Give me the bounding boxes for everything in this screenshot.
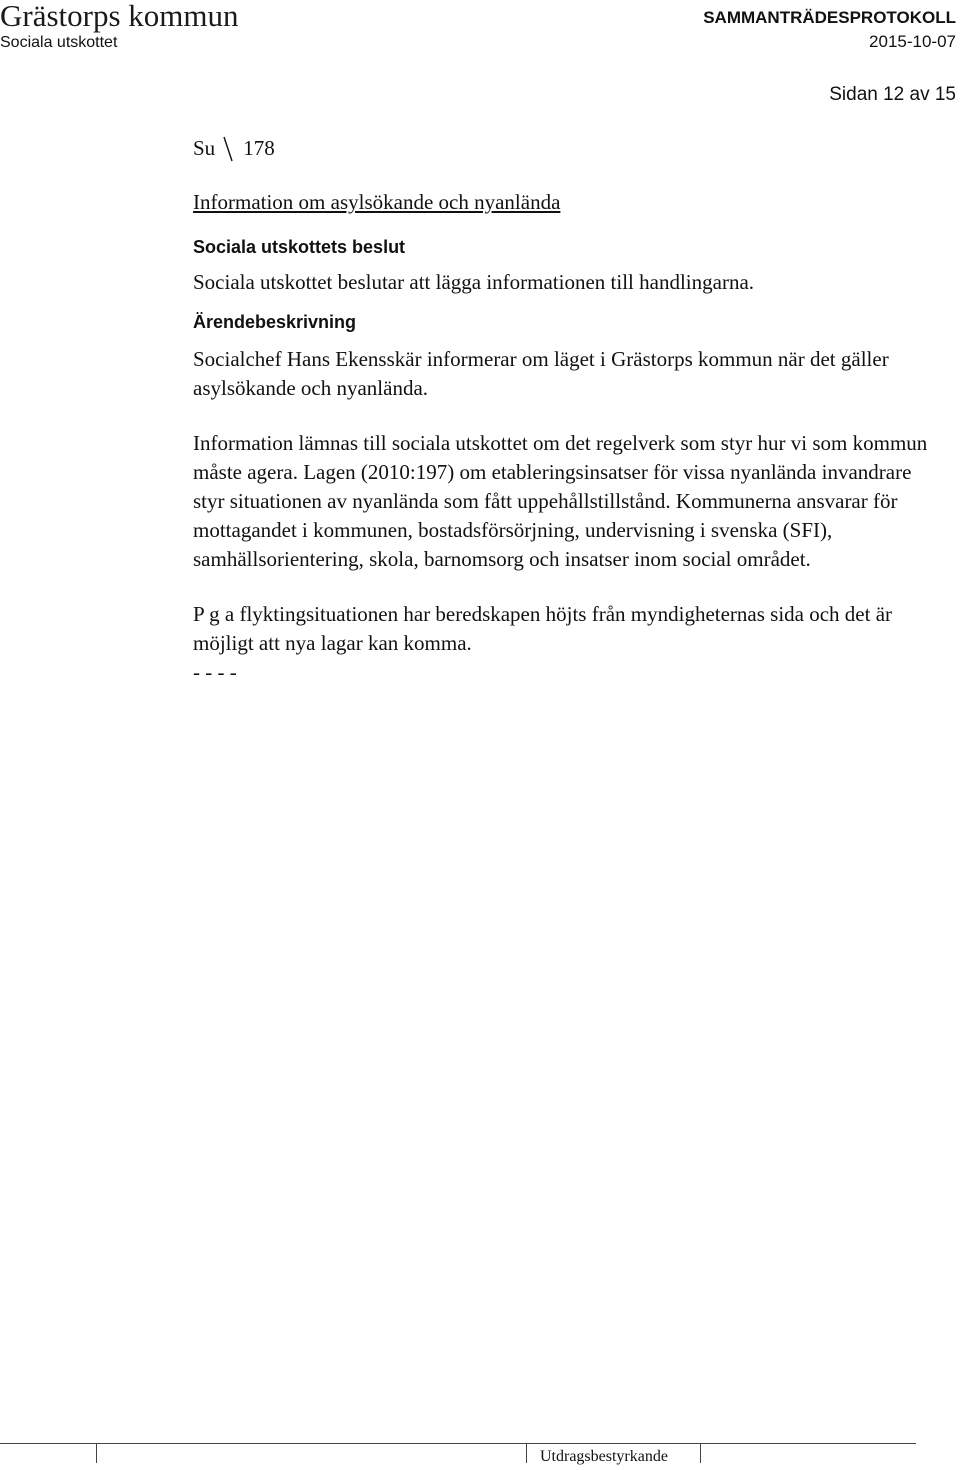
organization-name: Grästorps kommun	[0, 0, 239, 33]
description-paragraph: Information lämnas till sociala utskottet om det regelverk som styr hur vi som kommun måste agera. Lagen (2010:197) om etableringsinsatser för vissa nyanlända invandrare styr situationen av nyanlända som fått uppehållstillstånd. Kommunerna ansvarar för mottagandet i kommunen, bostadsförsörjning, undervisning i svenska (SFI), samhällsorientering, skola, barnomsorg och insatser inom social området.	[193, 431, 928, 571]
document-type: SAMMANTRÄDESPROTOKOLL	[703, 8, 956, 27]
committee-name: Sociala utskottet	[0, 34, 118, 51]
section-title: Information om asylsökande och nyanlända	[193, 190, 561, 214]
signature-box	[700, 1443, 917, 1463]
description-heading: Ärendebeskrivning	[193, 312, 357, 332]
paragraph-number: 178	[243, 135, 275, 160]
decision-heading: Sociala utskottets beslut	[193, 237, 406, 257]
signature-box	[0, 1443, 97, 1463]
protocol-section	[193, 130, 933, 687]
paragraph-id	[193, 130, 933, 166]
footer-label: Utdragsbestyrkande	[540, 1448, 668, 1465]
paragraph-prefix: Su	[193, 135, 216, 160]
page-number: Sidan 12 av 15	[829, 84, 956, 105]
document-date: 2015-10-07	[869, 32, 956, 51]
description-paragraph: Socialchef Hans Ekensskär informerar om läget i Grästorps kommun när det gäller asylsökande och nyanlända.	[193, 347, 889, 400]
end-marker: - - - -	[193, 660, 237, 684]
decision-text: Sociala utskottet beslutar att lägga informationen till handlingarna.	[193, 270, 755, 294]
signature-box	[96, 1443, 527, 1463]
description-paragraph: P g a flyktingsituationen har beredskapen höjts från myndigheternas sida och det är möjligt att nya lagar kan komma.	[193, 602, 893, 655]
section-sign-icon	[221, 133, 235, 163]
